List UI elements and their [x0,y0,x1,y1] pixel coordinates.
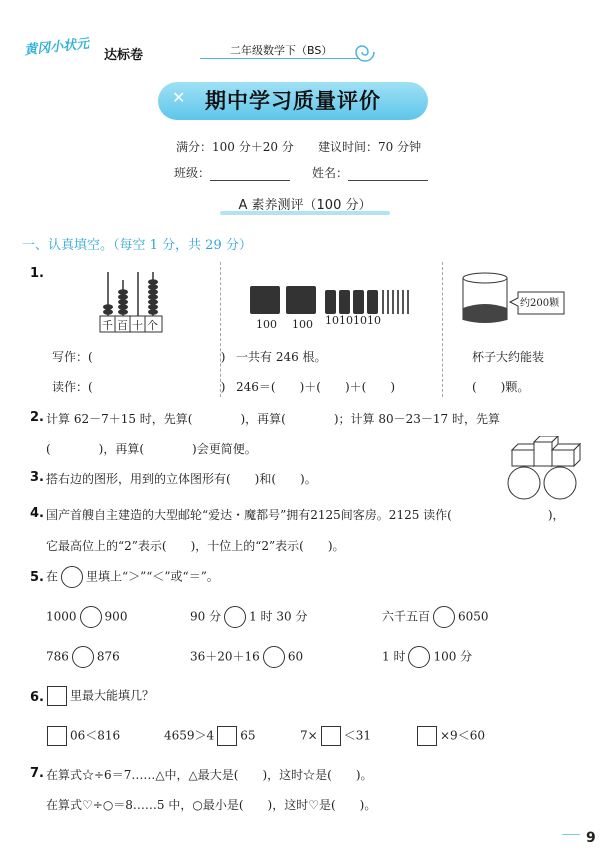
q6-item: 4659＞4 65 [164,726,255,746]
bundle-10-a [325,290,336,314]
page-title: 期中学习质量评价 [205,89,381,113]
stick [402,290,404,314]
bundle-label: 10 [325,314,339,327]
q7-number: 7. [30,766,44,781]
star-icon: ✕ [172,88,186,107]
bundle-10-d [367,290,378,314]
compare-circle[interactable] [408,646,430,668]
q7-line2: 在算式♡÷○＝8……5 中，○最小是( )，这时♡是( )。 [46,798,377,812]
class-input[interactable] [210,168,290,181]
stick [407,290,409,314]
class-label: 班级： [174,166,211,180]
shapes-figure [504,436,586,502]
bundle-100-b [286,286,316,314]
read-label: 读作：( [52,380,93,394]
q6-intro-text: 里最大能填几？ [70,688,155,703]
abacus-label-tens: 十 [132,319,143,332]
square-icon [47,686,67,706]
q4-line2: 它最高位上的“2”表示( )，十位上的“2”表示( )。 [46,539,345,553]
class-field [174,164,290,181]
q6-intro [44,686,154,706]
q6-number: 6. [30,690,44,705]
time-info: 建议时间：70 分钟 [318,140,422,154]
cup-text: 杯子大约能装 [472,350,545,364]
part-one-heading: 一、认真填空。（每空 1 分，共 29 分） [22,238,252,253]
q3-text: 搭右边的图形，用到的立体图形有( )和( )。 [46,472,317,486]
bundle-10-b [339,290,350,314]
q1-write-row [52,348,225,365]
abacus-label-hundreds: 百 [117,319,128,332]
brand-logo: 黄冈小状元 [23,36,90,59]
name-input[interactable] [348,168,428,181]
q5-intro [46,566,219,588]
q6-item: 06＜816 [44,726,120,746]
grade-underline [200,58,360,59]
bundle-label: 10 [367,314,381,327]
q5-item: 1000 900 [46,606,127,628]
jar-tag: 约200颗 [520,298,560,309]
q7-line1: 在算式☆÷6＝7……△中，△最大是( )，这时☆是( )。 [46,768,373,782]
stick [392,290,394,314]
bundle-label: 10 [353,314,367,327]
write-label: 写作：( [52,350,93,364]
q4-number: 4. [30,506,44,521]
answer-box[interactable] [47,726,67,746]
abacus-label-thousands: 千 [102,319,113,332]
q1-read-row [52,378,225,395]
bundle-10-c [353,290,364,314]
read-close: ) [220,380,226,394]
q5-item: 六千五百 6050 [382,606,489,628]
answer-box[interactable] [417,726,437,746]
compare-circle[interactable] [80,606,102,628]
abacus-label-ones: 个 [147,319,158,332]
divider-1 [220,262,221,397]
q5-intro-a: 在 [46,569,59,584]
name-label: 姓名： [312,166,349,180]
stick [382,290,384,314]
swirl-icon [350,40,380,64]
divider-2 [442,262,443,397]
q4-line1: 国产首艘自主建造的大型邮轮“爱达・魔都号”拥有2125间客房。2125 读作( )， [46,508,565,522]
compare-circle[interactable] [72,646,94,668]
q2-number: 2. [30,410,44,425]
footer-ornament [562,834,580,841]
q6-item: 7× ＜31 [300,726,371,746]
bundle-100-a [250,286,280,314]
circle-icon [61,566,83,588]
q5-intro-b: 里填上“＞”“＜”或“＝”。 [86,569,219,584]
answer-box[interactable] [321,726,341,746]
answer-box[interactable] [217,726,237,746]
q5-number: 5. [30,570,44,585]
page-number: 9 [586,830,596,846]
q6-item: ×9＜60 [414,726,485,746]
bundle-label: 10 [339,314,353,327]
compare-circle[interactable] [263,646,285,668]
stick [397,290,399,314]
bundle-label: 100 [292,318,313,331]
q2-line1: 计算 62－7＋15 时，先算( )，再算( )；计算 80－23－17 时，先算 [46,412,500,426]
brand-subtitle: 达标卷 [104,48,144,63]
compare-circle[interactable] [224,606,246,628]
q5-item: 786 876 [46,646,120,668]
q5-item: 36＋20＋16 60 [190,646,303,668]
sticks-total: 一共有 246 根。 [236,350,327,364]
bundle-label: 100 [256,318,277,331]
stick [387,290,389,314]
name-field [312,164,428,181]
compare-circle[interactable] [433,606,455,628]
q1-number: 1. [30,266,44,281]
q5-item: 1 时 100 分 [382,646,472,668]
score-info: 满分：100 分＋20 分 [176,140,294,154]
grade-label: 二年级数学下（BS） [230,44,333,57]
q5-item: 90 分 1 时 30 分 [190,606,307,628]
q3-number: 3. [30,470,44,485]
section-a-heading: A 素养测评（100 分） [238,198,372,213]
q2-line2: ( )，再算( )会更简便。 [46,442,257,456]
sticks-equation: 246＝( )＋( )＋( ) [236,380,395,394]
cup-blank: ( )颗。 [472,380,530,394]
write-close: ) [220,350,226,364]
